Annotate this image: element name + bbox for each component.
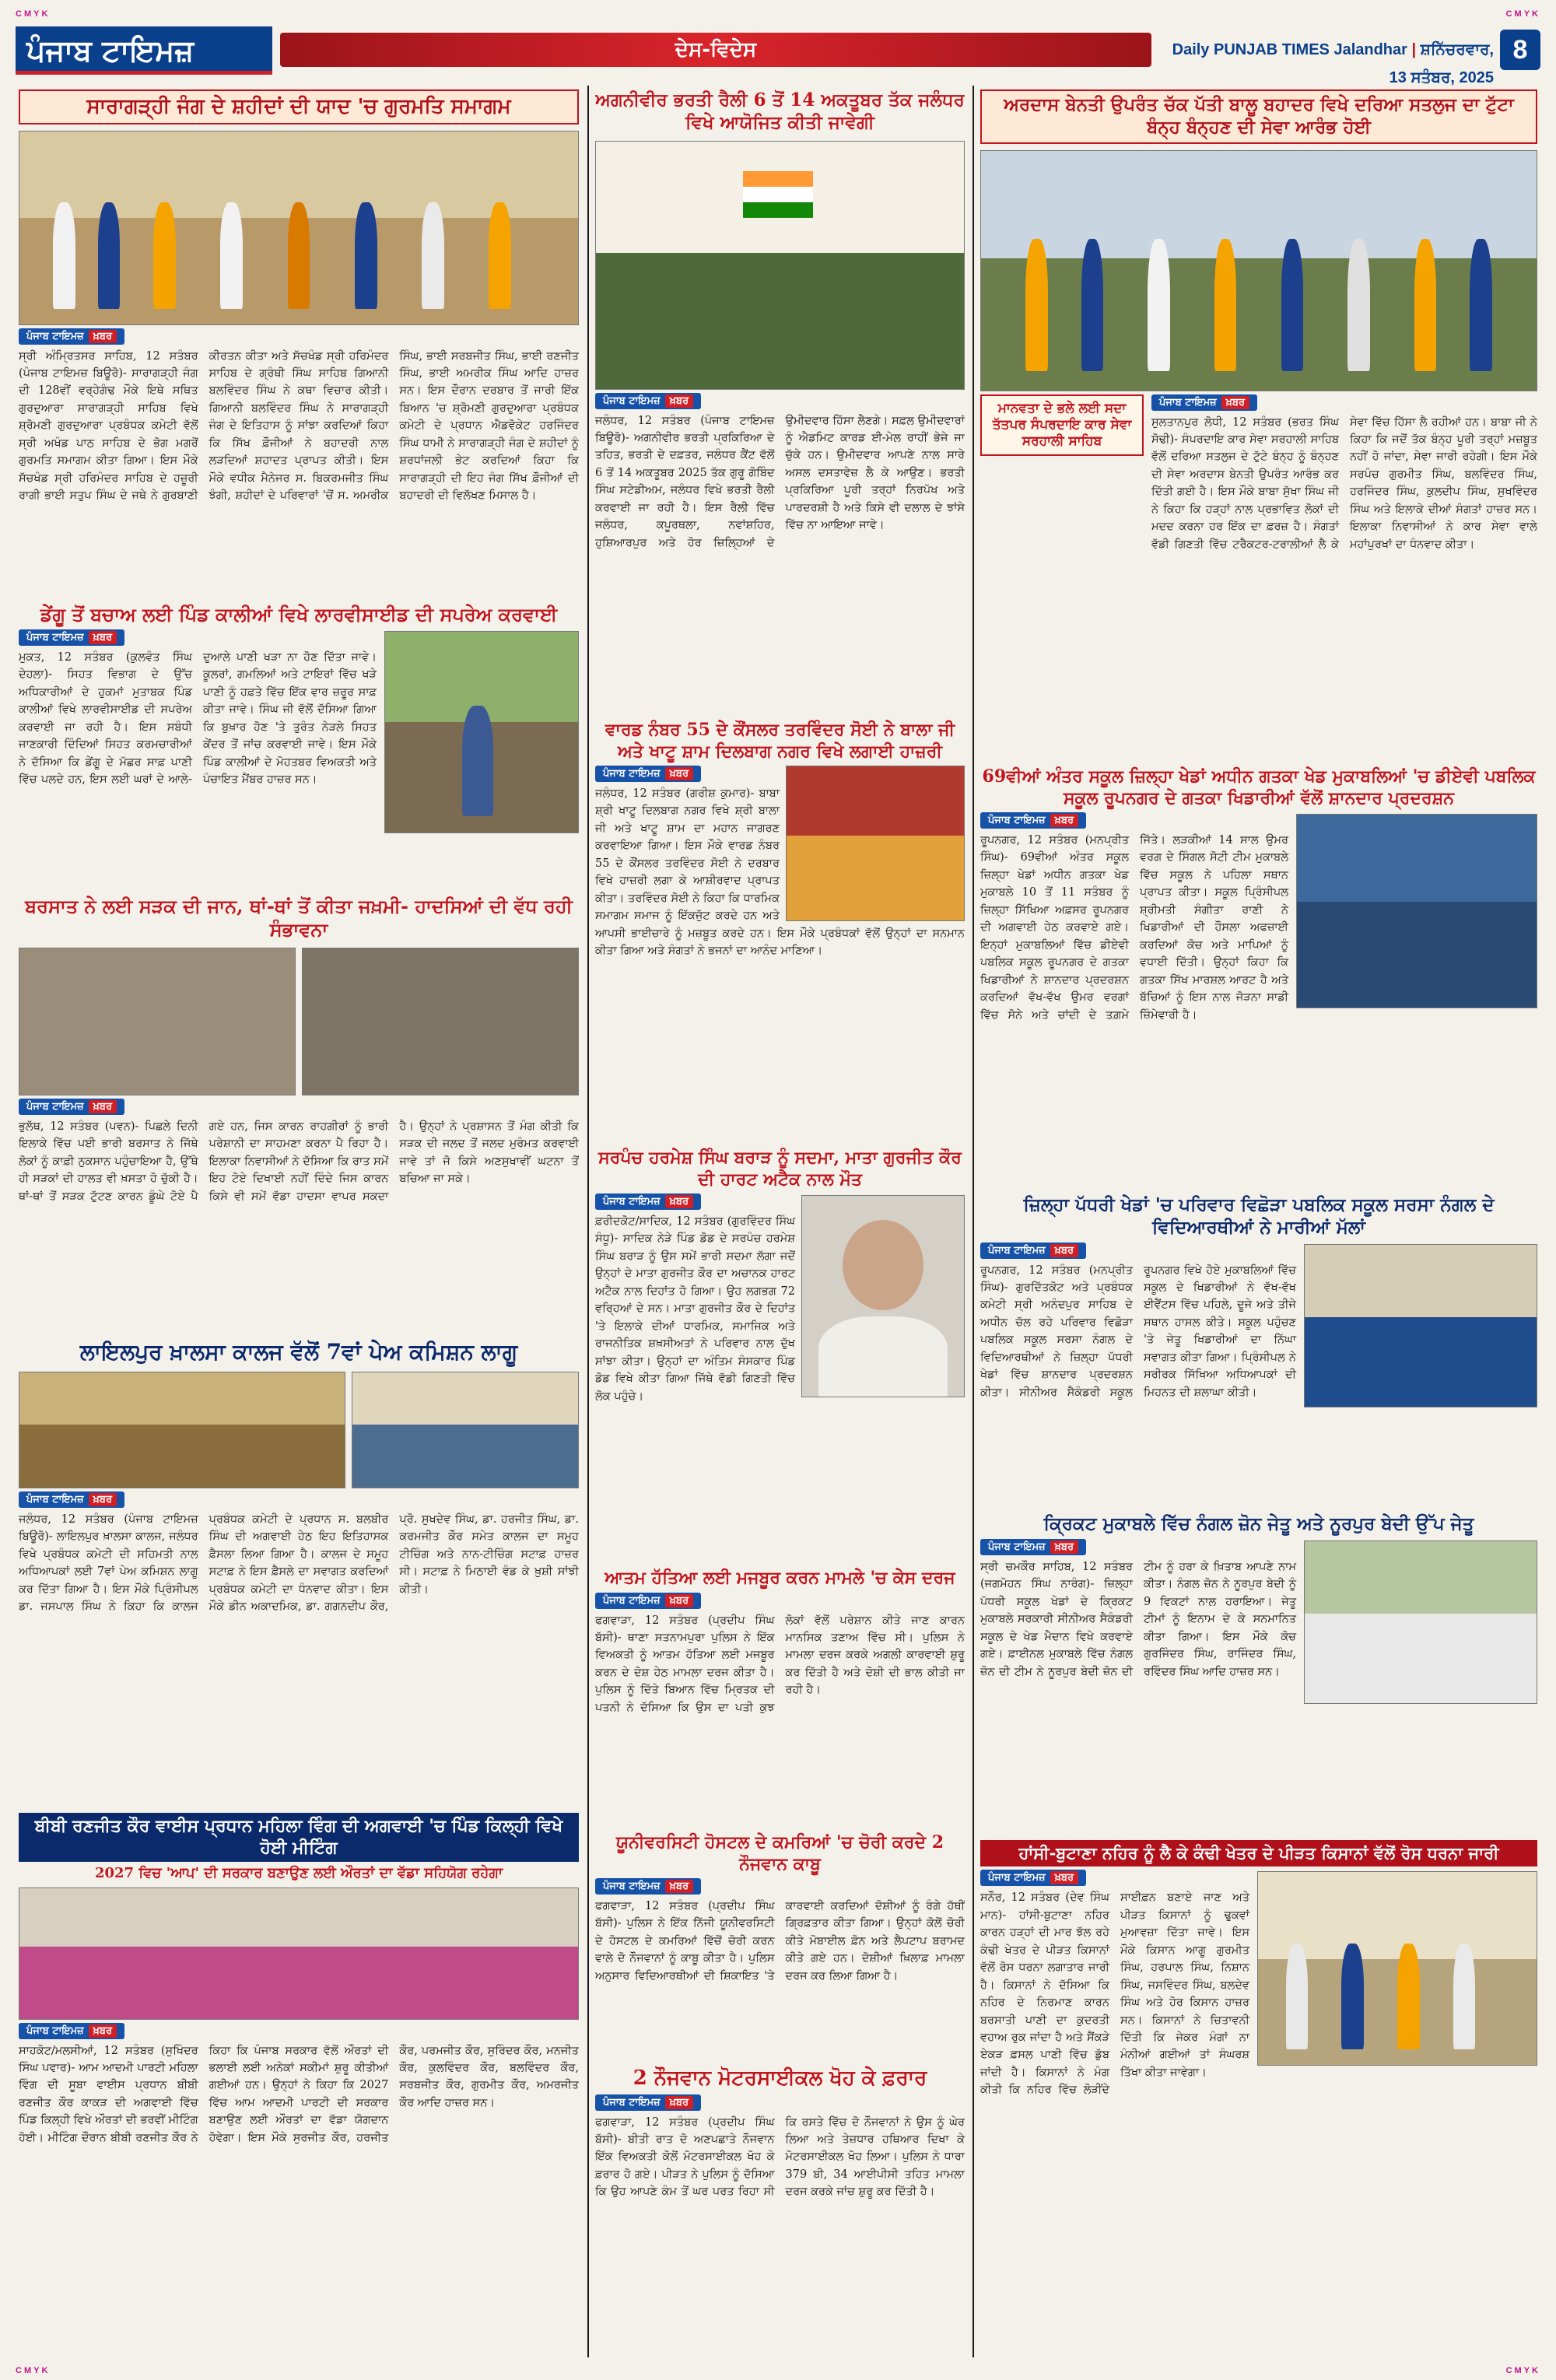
article-body: ਜਲੰਧਰ, 12 ਸਤੰਬਰ (ਗਰੀਸ਼ ਕੁਮਾਰ)- ਬਾਬਾ ਸ਼੍ਰੀ ਖਾਟੂ ਦਿਲਬਾਗ ਨਗਰ ਵਿਖੇ ਸ਼੍ਰੀ ਬਾਲਾ ਜੀ ਅਤੇ ਖਾਟੂ ਸ਼ਾਮ ਦਾ ਮਹਾਨ ਜਾਗਰਣ ਕਰਵਾਇਆ ਗਿਆ। ਇਸ ਮੌਕੇ ਵਾਰਡ ਨੰਬਰ 55 ਦੇ ਕੌਂਸਲਰ ਤਰਵਿੰਦਰ ਸੋਈ ਨੇ ਦਰਬਾਰ ਵਿਖੇ ਹਾਜ਼ਰੀ ਲਗਾ ਕੇ ਆਸ਼ੀਰਵਾਦ ਪ੍ਰਾਪਤ ਕੀਤਾ। ਤਰਵਿੰਦਰ ਸੋਈ ਨੇ ਕਿਹਾ ਕਿ ਧਾਰਮਿਕ ਸਮਾਗਮ ਸਮਾਜ ਨੂੰ ਇੱਕਜੁੱਟ ਕਰਦੇ ਹਨ ਅਤੇ ਆਪਸੀ ਭਾਈਚਾਰੇ ਨੂੰ ਮਜ਼ਬੂਤ ਕਰਦੇ ਹਨ। ਇਸ ਮੌਕੇ ਪ੍ਰਬੰਧਕਾਂ ਵੱਲੋਂ ਉਨ੍ਹਾਂ ਦਾ ਸਨਮਾਨ ਕੀਤਾ ਗਿਆ ਅਤੇ ਸੰਗਤਾਂ ਨੇ ਭਜਨਾਂ ਦਾ ਆਨੰਦ ਮਾਣਿਆ। — [595, 787, 965, 958]
byline-tag: ਪੰਜਾਬ ਟਾਇਮਜ਼ ਖ਼ਬਰ — [980, 1870, 1086, 1886]
issue-date: ਸ਼ਨਿੱਚਰਵਾਰ, 13 ਸਤੰਬਰ, 2025 — [1389, 41, 1494, 86]
article-gatka — [980, 766, 1537, 1186]
article-hostel — [595, 1832, 965, 2058]
photo-women-meeting — [19, 1888, 579, 2020]
article-body: ਸ੍ਰੀ ਚਮਕੌਰ ਸਾਹਿਬ, 12 ਸਤੰਬਰ (ਜਗਮੋਹਨ ਸਿੰਘ ਨਾਰੰਗ)- ਜ਼ਿਲ੍ਹਾ ਪੱਧਰੀ ਸਕੂਲ ਖੇਡਾਂ ਦੇ ਕ੍ਰਿਕਟ ਮੁਕਾਬਲੇ ਸਰਕਾਰੀ ਸੀਨੀਅਰ ਸੈਕੰਡਰੀ ਸਕੂਲ ਦੇ ਖੇਡ ਮੈਦਾਨ ਵਿਖੇ ਕਰਵਾਏ ਗਏ। ਫ਼ਾਈਨਲ ਮੁਕਾਬਲੇ ਵਿੱਚ ਨੰਗਲ ਜ਼ੋਨ ਦੀ ਟੀਮ ਨੇ ਨੂਰਪੁਰ ਬੇਦੀ ਜ਼ੋਨ ਦੀ ਟੀਮ ਨੂੰ ਹਰਾ ਕੇ ਖ਼ਿਤਾਬ ਆਪਣੇ ਨਾਮ ਕੀਤਾ। ਨੰਗਲ ਜ਼ੋਨ ਨੇ ਨੂਰਪੁਰ ਬੇਦੀ ਨੂੰ 9 ਵਿਕਟਾਂ ਨਾਲ ਹਰਾਇਆ। ਜੇਤੂ ਟੀਮਾਂ ਨੂੰ ਇਨਾਮ ਦੇ ਕੇ ਸਨਮਾਨਿਤ ਕੀਤਾ ਗਿਆ। ਇਸ ਮੌਕੇ ਕੋਚ ਗੁਰਜਿੰਦਰ ਸਿੰਘ, ਰਾਜਿੰਦਰ ਸਿੰਘ, ਰਵਿੰਦਰ ਸਿੰਘ ਆਦਿ ਹਾਜ਼ਰ ਸਨ। — [980, 1560, 1296, 1678]
article-hansi — [980, 1840, 1537, 2357]
byline-tag: ਪੰਜਾਬ ਟਾਇਮਜ਼ ਖ਼ਬਰ — [1151, 394, 1257, 411]
photo-road-damage — [19, 948, 296, 1095]
byline-tag: ਪੰਜਾਬ ਟਾਇਮਜ਼ ਖ਼ਬਰ — [19, 629, 124, 646]
photo-saragarhi — [19, 131, 579, 325]
article-body: ਫਗਵਾੜਾ, 12 ਸਤੰਬਰ (ਪ੍ਰਦੀਪ ਸਿੰਘ ਬੱਸੀ)- ਪੁਲਿਸ ਨੇ ਇੱਕ ਨਿੱਜੀ ਯੂਨੀਵਰਸਿਟੀ ਦੇ ਹੋਸਟਲ ਦੇ ਕਮਰਿਆਂ ਵਿੱਚੋਂ ਚੋਰੀ ਕਰਨ ਵਾਲੇ ਦੋ ਨੌਜਵਾਨਾਂ ਨੂੰ ਕਾਬੂ ਕੀਤਾ ਹੈ। ਪੁਲਿਸ ਅਨੁਸਾਰ ਵਿਦਿਆਰਥੀਆਂ ਦੀ ਸ਼ਿਕਾਇਤ 'ਤੇ ਕਾਰਵਾਈ ਕਰਦਿਆਂ ਦੋਸ਼ੀਆਂ ਨੂੰ ਰੰਗੇ ਹੱਥੀਂ ਗ੍ਰਿਫ਼ਤਾਰ ਕੀਤਾ ਗਿਆ। ਉਨ੍ਹਾਂ ਕੋਲੋਂ ਚੋਰੀ ਕੀਤੇ ਮੋਬਾਈਲ ਫ਼ੋਨ ਅਤੇ ਲੈਪਟਾਪ ਬਰਾਮਦ ਕੀਤੇ ਗਏ ਹਨ। ਦੋਸ਼ੀਆਂ ਖ਼ਿਲਾਫ਼ ਮਾਮਲਾ ਦਰਜ ਕਰ ਲਿਆ ਗਿਆ ਹੈ। — [595, 1900, 965, 1982]
byline-tag: ਪੰਜਾਬ ਟਾਇਮਜ਼ ਖ਼ਬਰ — [595, 393, 701, 409]
article-saragarhi — [19, 89, 579, 595]
article-body: ਜਲੰਧਰ, 12 ਸਤੰਬਰ (ਪੰਜਾਬ ਟਾਇਮਜ਼ ਬਿਊਰੋ)- ਅਗਨੀਵੀਰ ਭਰਤੀ ਪ੍ਰਕਿਰਿਆ ਦੇ ਤਹਿਤ, ਭਰਤੀ ਦੇ ਦਫ਼ਤਰ, ਜਲੰਧਰ ਕੈਂਟ ਵੱਲੋਂ 6 ਤੋਂ 14 ਅਕਤੂਬਰ 2025 ਤੱਕ ਗੁਰੂ ਗੋਬਿੰਦ ਸਿੰਘ ਸਟੇਡੀਅਮ, ਜਲੰਧਰ ਵਿਖੇ ਭਰਤੀ ਰੈਲੀ ਕਰਵਾਈ ਜਾ ਰਹੀ ਹੈ। ਇਸ ਰੈਲੀ ਵਿੱਚ ਜਲੰਧਰ, ਕਪੂਰਥਲਾ, ਨਵਾਂਸ਼ਹਿਰ, ਹੁਸ਼ਿਆਰਪੁਰ ਅਤੇ ਹੋਰ ਜ਼ਿਲ੍ਹਿਆਂ ਦੇ ਉਮੀਦਵਾਰ ਹਿੱਸਾ ਲੈਣਗੇ। ਸਫ਼ਲ ਉਮੀਦਵਾਰਾਂ ਨੂੰ ਐਡਮਿਟ ਕਾਰਡ ਈ-ਮੇਲ ਰਾਹੀਂ ਭੇਜੇ ਜਾ ਚੁੱਕੇ ਹਨ। ਉਮੀਦਵਾਰ ਆਪਣੇ ਨਾਲ ਸਾਰੇ ਅਸਲ ਦਸਤਾਵੇਜ਼ ਲੈ ਕੇ ਆਉਣ। ਭਰਤੀ ਪ੍ਰਕਿਰਿਆ ਪੂਰੀ ਤਰ੍ਹਾਂ ਨਿਰਪੱਖ ਅਤੇ ਪਾਰਦਰਸ਼ੀ ਹੈ ਅਤੇ ਕਿਸੇ ਵੀ ਦਲਾਲ ਦੇ ਝਾਂਸੇ ਵਿੱਚ ਨਾ ਆਇਆ ਜਾਵੇ। — [595, 414, 965, 549]
byline-tag: ਪੰਜਾਬ ਟਾਇਮਜ਼ ਖ਼ਬਰ — [595, 2094, 701, 2111]
article-body: ਰੂਪਨਗਰ, 12 ਸਤੰਬਰ (ਮਨਪ੍ਰੀਤ ਸਿੰਘ)- 69ਵੀਆਂ ਅੰਤਰ ਸਕੂਲ ਜ਼ਿਲ੍ਹਾ ਖੇਡਾਂ ਅਧੀਨ ਗਤਕਾ ਖੇਡ ਮੁਕਾਬਲੇ 10 ਤੋਂ 11 ਸਤੰਬਰ ਨੂੰ ਜ਼ਿਲ੍ਹਾ ਸਿੱਖਿਆ ਅਫ਼ਸਰ ਰੂਪਨਗਰ ਦੀ ਅਗਵਾਈ ਹੇਠ ਕਰਵਾਏ ਗਏ। ਇਨ੍ਹਾਂ ਮੁਕਾਬਲਿਆਂ ਵਿੱਚ ਡੀਏਵੀ ਪਬਲਿਕ ਸਕੂਲ ਰੂਪਨਗਰ ਦੇ ਗਤਕਾ ਖਿਡਾਰੀਆਂ ਨੇ ਸ਼ਾਨਦਾਰ ਪ੍ਰਦਰਸ਼ਨ ਕਰਦਿਆਂ ਵੱਖ-ਵੱਖ ਉਮਰ ਵਰਗਾਂ ਵਿੱਚ ਸੋਨੇ ਅਤੇ ਚਾਂਦੀ ਦੇ ਤਗ਼ਮੇ ਜਿੱਤੇ। ਲੜਕੀਆਂ 14 ਸਾਲ ਉਮਰ ਵਰਗ ਦੇ ਸਿੰਗਲ ਸੋਟੀ ਟੀਮ ਮੁਕਾਬਲੇ ਵਿੱਚ ਸਕੂਲ ਨੇ ਪਹਿਲਾ ਸਥਾਨ ਪ੍ਰਾਪਤ ਕੀਤਾ। ਸਕੂਲ ਪ੍ਰਿੰਸੀਪਲ ਸ਼੍ਰੀਮਤੀ ਸੰਗੀਤਾ ਰਾਣੀ ਨੇ ਖਿਡਾਰੀਆਂ ਦੀ ਹੌਸਲਾ ਅਫਜ਼ਾਈ ਕਰਦਿਆਂ ਕੋਚ ਅਤੇ ਮਾਪਿਆਂ ਨੂੰ ਵਧਾਈ ਦਿੱਤੀ। ਉਨ੍ਹਾਂ ਕਿਹਾ ਕਿ ਗਤਕਾ ਸਿੱਖ ਮਾਰਸ਼ਲ ਆਰਟ ਹੈ ਅਤੇ ਬੱਚਿਆਂ ਨੂੰ ਇਸ ਨਾਲ ਜੋੜਨਾ ਸਾਡੀ ਜ਼ਿੰਮੇਵਾਰੀ ਹੈ। — [980, 834, 1288, 1022]
byline-tag: ਪੰਜਾਬ ਟਾਇਮਜ਼ ਖ਼ਬਰ — [980, 1539, 1086, 1555]
article-body: ਰੂਪਨਗਰ, 12 ਸਤੰਬਰ (ਮਨਪ੍ਰੀਤ ਸਿੰਘ)- ਗੁਰਦਿੱਤਕੋਟ ਅਤੇ ਪ੍ਰਬੰਧਕ ਕਮੇਟੀ ਸ੍ਰੀ ਅਨੰਦਪੁਰ ਸਾਹਿਬ ਦੇ ਅਧੀਨ ਚੱਲ ਰਹੇ ਪਰਿਵਾਰ ਵਿਛੋੜਾ ਪਬਲਿਕ ਸਕੂਲ ਸਰਸਾ ਨੰਗਲ ਦੇ ਵਿਦਿਆਰਥੀਆਂ ਨੇ ਜ਼ਿਲ੍ਹਾ ਪੱਧਰੀ ਖੇਡਾਂ ਵਿੱਚ ਸ਼ਾਨਦਾਰ ਪ੍ਰਦਰਸ਼ਨ ਕੀਤਾ। ਸੀਨੀਅਰ ਸੈਕੰਡਰੀ ਸਕੂਲ ਰੂਪਨਗਰ ਵਿਖੇ ਹੋਏ ਮੁਕਾਬਲਿਆਂ ਵਿੱਚ ਸਕੂਲ ਦੇ ਖਿਡਾਰੀਆਂ ਨੇ ਵੱਖ-ਵੱਖ ਈਵੈਂਟਸ ਵਿੱਚ ਪਹਿਲੇ, ਦੂਜੇ ਅਤੇ ਤੀਜੇ ਸਥਾਨ ਹਾਸਲ ਕੀਤੇ। ਸਕੂਲ ਪਹੁੰਚਣ 'ਤੇ ਜੇਤੂ ਖਿਡਾਰੀਆਂ ਦਾ ਨਿੱਘਾ ਸਵਾਗਤ ਕੀਤਾ ਗਿਆ। ਪ੍ਰਿੰਸੀਪਲ ਨੇ ਸਰੀਰਕ ਸਿੱਖਿਆ ਅਧਿਆਪਕਾਂ ਦੀ ਮਿਹਨਤ ਦੀ ਸ਼ਲਾਘਾ ਕੀਤੀ। — [980, 1264, 1296, 1399]
subheadline: 2027 ਵਿਚ 'ਆਪ' ਦੀ ਸਰਕਾਰ ਬਣਾਉਣ ਲਈ ਔਰਤਾਂ ਦਾ ਵੱਡਾ ਸਹਿਯੋਗ ਰਹੇਗਾ — [94, 1865, 503, 1881]
article-sarpanch — [595, 1148, 965, 1560]
photo-school-winners — [1304, 1244, 1537, 1407]
headline: ਕ੍ਰਿਕਟ ਮੁਕਾਬਲੇ ਵਿੱਚ ਨੰਗਲ ਜ਼ੋਨ ਜੇਤੂ ਅਤੇ ਨੂਰਪੁਰ ਬੇਦੀ ਉੱਪ ਜੇਤੂ — [1043, 1513, 1474, 1534]
photo-college-staff — [19, 1372, 345, 1488]
headline: 2 ਨੌਜਵਾਨ ਮੋਟਰਸਾਈਕਲ ਖੋਹ ਕੇ ਫ਼ਰਾਰ — [633, 2066, 927, 2090]
article-body: ਫਗਵਾੜਾ, 12 ਸਤੰਬਰ (ਪ੍ਰਦੀਪ ਸਿੰਘ ਬੱਸੀ)- ਥਾਣਾ ਸਤਨਾਮਪੁਰਾ ਪੁਲਿਸ ਨੇ ਇੱਕ ਵਿਅਕਤੀ ਨੂੰ ਆਤਮ ਹੱਤਿਆ ਲਈ ਮਜਬੂਰ ਕਰਨ ਦੇ ਦੋਸ਼ ਹੇਠ ਮਾਮਲਾ ਦਰਜ ਕੀਤਾ ਹੈ। ਪੁਲਿਸ ਨੂੰ ਦਿੱਤੇ ਬਿਆਨ ਵਿੱਚ ਮ੍ਰਿਤਕ ਦੀ ਪਤਨੀ ਨੇ ਦੱਸਿਆ ਕਿ ਉਸ ਦਾ ਪਤੀ ਕੁਝ ਲੋਕਾਂ ਵੱਲੋਂ ਪਰੇਸ਼ਾਨ ਕੀਤੇ ਜਾਣ ਕਾਰਨ ਮਾਨਸਿਕ ਤਣਾਅ ਵਿੱਚ ਸੀ। ਪੁਲਿਸ ਨੇ ਮਾਮਲਾ ਦਰਜ ਕਰਕੇ ਅਗਲੀ ਕਾਰਵਾਈ ਸ਼ੁਰੂ ਕਰ ਦਿੱਤੀ ਹੈ ਅਤੇ ਦੋਸ਼ੀ ਦੀ ਭਾਲ ਕੀਤੀ ਜਾ ਰਹੀ ਹੈ। — [595, 1614, 965, 1714]
headline: ਬਰਸਾਤ ਨੇ ਲਈ ਸੜਕ ਦੀ ਜਾਨ, ਥਾਂ-ਥਾਂ ਤੋਂ ਕੀਤਾ ਜਖ਼ਮੀ- ਹਾਦਸਿਆਂ ਦੀ ਵੱਧ ਰਹੀ ਸੰਭਾਵਨਾ — [25, 895, 573, 941]
byline-tag: ਪੰਜਾਬ ਟਾਇਮਜ਼ ਖ਼ਬਰ — [595, 766, 701, 782]
article-body: ਮੁਕਤ, 12 ਸਤੰਬਰ (ਕੁਲਵੰਤ ਸਿੰਘ ਦੇਹਲਾ)- ਸਿਹਤ ਵਿਭਾਗ ਦੇ ਉੱਚ ਅਧਿਕਾਰੀਆਂ ਦੇ ਹੁਕਮਾਂ ਮੁਤਾਬਕ ਪਿੰਡ ਕਾਲੀਆਂ ਵਿਖੇ ਲਾਰਵੀਸਾਈਡ ਦੀ ਸਪਰੇਅ ਕਰਵਾਈ ਜਾ ਰਹੀ ਹੈ। ਇਸ ਸਬੰਧੀ ਜਾਣਕਾਰੀ ਦਿੰਦਿਆਂ ਸਿਹਤ ਕਰਮਚਾਰੀਆਂ ਨੇ ਦੱਸਿਆ ਕਿ ਡੇਂਗੂ ਦੇ ਮੱਛਰ ਸਾਫ਼ ਪਾਣੀ ਵਿੱਚ ਪਲਦੇ ਹਨ, ਇਸ ਲਈ ਘਰਾਂ ਦੇ ਆਲੇ-ਦੁਆਲੇ ਪਾਣੀ ਖੜਾ ਨਾ ਹੋਣ ਦਿੱਤਾ ਜਾਵੇ। ਕੂਲਰਾਂ, ਗਮਲਿਆਂ ਅਤੇ ਟਾਇਰਾਂ ਵਿੱਚ ਖੜੇ ਪਾਣੀ ਨੂੰ ਹਫ਼ਤੇ ਵਿੱਚ ਇੱਕ ਵਾਰ ਜ਼ਰੂਰ ਸਾਫ਼ ਕੀਤਾ ਜਾਵੇ। ਸਿੰਘ ਜੀ ਵੱਲੋਂ ਦੱਸਿਆ ਗਿਆ ਕਿ ਬੁਖ਼ਾਰ ਹੋਣ 'ਤੇ ਤੁਰੰਤ ਨੇੜਲੇ ਸਿਹਤ ਕੇਂਦਰ ਤੋਂ ਜਾਂਚ ਕਰਵਾਈ ਜਾਵੇ। ਇਸ ਮੌਕੇ ਪਿੰਡ ਕਾਲੀਆਂ ਦੇ ਮੋਹਤਬਰ ਵਿਅਕਤੀ ਅਤੇ ਪੰਚਾਇਤ ਮੈਂਬਰ ਹਾਜ਼ਰ ਸਨ। — [19, 651, 377, 787]
article-body: ਫ਼ਰੀਦਕੋਟ/ਸਾਦਿਕ, 12 ਸਤੰਬਰ (ਗੁਰਵਿੰਦਰ ਸਿੰਘ ਸੰਧੂ)- ਸਾਦਿਕ ਨੇੜੇ ਪਿੰਡ ਡੋਡ ਦੇ ਸਰਪੰਚ ਹਰਮੇਸ਼ ਸਿੰਘ ਬਰਾੜ ਨੂੰ ਉਸ ਸਮੇਂ ਭਾਰੀ ਸਦਮਾ ਲੱਗਾ ਜਦੋਂ ਉਨ੍ਹਾਂ ਦੇ ਮਾਤਾ ਗੁਰਜੀਤ ਕੌਰ ਦਾ ਅਚਾਨਕ ਹਾਰਟ ਅਟੈਕ ਨਾਲ ਦਿਹਾਂਤ ਹੋ ਗਿਆ। ਉਹ ਲਗਭਗ 72 ਵਰ੍ਹਿਆਂ ਦੇ ਸਨ। ਮਾਤਾ ਗੁਰਜੀਤ ਕੌਰ ਦੇ ਦਿਹਾਂਤ 'ਤੇ ਇਲਾਕੇ ਦੀਆਂ ਧਾਰਮਿਕ, ਸਮਾਜਿਕ ਅਤੇ ਰਾਜਨੀਤਿਕ ਸ਼ਖ਼ਸੀਅਤਾਂ ਨੇ ਪਰਿਵਾਰ ਨਾਲ ਦੁੱਖ ਸਾਂਝਾ ਕੀਤਾ। ਉਨ੍ਹਾਂ ਦਾ ਅੰਤਿਮ ਸੰਸਕਾਰ ਪਿੰਡ ਡੋਡ ਵਿਖੇ ਕੀਤਾ ਗਿਆ ਜਿੱਥੇ ਵੱਡੀ ਗਿਣਤੀ ਵਿੱਚ ਲੋਕ ਪਹੁੰਚੇ। — [595, 1215, 795, 1403]
photo-cricket-team — [1304, 1541, 1537, 1704]
article-ardas — [980, 89, 1537, 759]
headline: ਲਾਇਲਪੁਰ ਖ਼ਾਲਸਾ ਕਾਲਜ ਵੱਲੋਂ 7ਵਾਂ ਪੇਅ ਕਮਿਸ਼ਨ ਲਾਗੂ — [79, 1339, 518, 1365]
headline: ਸਰਪੰਚ ਹਰਮੇਸ਼ ਸਿੰਘ ਬਰਾੜ ਨੂੰ ਸਦਮਾ, ਮਾਤਾ ਗੁਰਜੀਤ ਕੌਰ ਦੀ ਹਾਰਟ ਅਟੈਕ ਨਾਲ ਮੌਤ — [598, 1148, 962, 1190]
headline: ਹਾਂਸੀ-ਬੁਟਾਣਾ ਨਹਿਰ ਨੂੰ ਲੈ ਕੇ ਕੰਢੀ ਖੇਤਰ ਦੇ ਪੀੜਤ ਕਿਸਾਨਾਂ ਵੱਲੋਂ ਰੋਸ ਧਰਨਾ ਜਾਰੀ — [980, 1840, 1537, 1866]
article-body: ਸੁਲਤਾਨਪੁਰ ਲੋਧੀ, 12 ਸਤੰਬਰ (ਭਰਤ ਸਿੰਘ ਸੋਢੀ)- ਸੰਪਰਦਾਇ ਕਾਰ ਸੇਵਾ ਸਰਹਾਲੀ ਸਾਹਿਬ ਵੱਲੋਂ ਦਰਿਆ ਸਤਲੁਜ ਦੇ ਟੁੱਟੇ ਬੰਨ੍ਹ ਨੂੰ ਬੰਨ੍ਹਣ ਦੀ ਸੇਵਾ ਅਰਦਾਸ ਬੇਨਤੀ ਉਪਰੰਤ ਆਰੰਭ ਕਰ ਦਿੱਤੀ ਗਈ ਹੈ। ਇਸ ਮੌਕੇ ਬਾਬਾ ਸੁੱਖਾ ਸਿੰਘ ਜੀ ਨੇ ਕਿਹਾ ਕਿ ਹੜ੍ਹਾਂ ਨਾਲ ਪ੍ਰਭਾਵਿਤ ਲੋਕਾਂ ਦੀ ਮਦਦ ਕਰਨਾ ਹਰ ਇੱਕ ਦਾ ਫ਼ਰਜ਼ ਹੈ। ਸੰਗਤਾਂ ਵੱਡੀ ਗਿਣਤੀ ਵਿੱਚ ਟਰੈਕਟਰ-ਟਰਾਲੀਆਂ ਲੈ ਕੇ ਸੇਵਾ ਵਿੱਚ ਹਿੱਸਾ ਲੈ ਰਹੀਆਂ ਹਨ। ਬਾਬਾ ਜੀ ਨੇ ਕਿਹਾ ਕਿ ਜਦੋਂ ਤੱਕ ਬੰਨ੍ਹ ਪੂਰੀ ਤਰ੍ਹਾਂ ਮਜ਼ਬੂਤ ਨਹੀਂ ਹੋ ਜਾਂਦਾ, ਸੇਵਾ ਜਾਰੀ ਰਹੇਗੀ। ਇਸ ਮੌਕੇ ਸਰਪੰਚ ਗੁਰਮੀਤ ਸਿੰਘ, ਬਲਵਿੰਦਰ ਸਿੰਘ, ਹਰਜਿੰਦਰ ਸਿੰਘ, ਕੁਲਦੀਪ ਸਿੰਘ, ਸੁਖਵਿੰਦਰ ਸਿੰਘ ਅਤੇ ਇਲਾਕੇ ਦੀਆਂ ਸੰਗਤਾਂ ਹਾਜ਼ਰ ਸਨ। ਇਲਾਕਾ ਨਿਵਾਸੀਆਂ ਨੇ ਕਾਰ ਸੇਵਾ ਵਾਲੇ ਮਹਾਂਪੁਰਖਾਂ ਦਾ ਧੰਨਵਾਦ ਕੀਤਾ। — [1151, 415, 1537, 551]
article-dengue — [19, 603, 579, 887]
headline: ਬੀਬੀ ਰਣਜੀਤ ਕੌਰ ਵਾਈਸ ਪ੍ਰਧਾਨ ਮਹਿਲਾ ਵਿੰਗ ਦੀ ਅਗਵਾਈ 'ਚ ਪਿੰਡ ਕਿਲ੍ਹੀ ਵਿਖੇ ਹੋਈ ਮੀਟਿੰਗ — [19, 1813, 579, 1862]
article-cricket — [980, 1513, 1537, 1832]
article-body: ਸਨੌਰ, 12 ਸਤੰਬਰ (ਦੇਵ ਸਿੰਘ ਮਾਨ)- ਹਾਂਸੀ-ਬੁਟਾਣਾ ਨਹਿਰ ਕਾਰਨ ਹੜ੍ਹਾਂ ਦੀ ਮਾਰ ਝੱਲ ਰਹੇ ਕੰਢੀ ਖੇਤਰ ਦੇ ਪੀੜਤ ਕਿਸਾਨਾਂ ਵੱਲੋਂ ਰੋਸ ਧਰਨਾ ਲਗਾਤਾਰ ਜਾਰੀ ਹੈ। ਕਿਸਾਨਾਂ ਨੇ ਦੱਸਿਆ ਕਿ ਨਹਿਰ ਦੇ ਨਿਰਮਾਣ ਕਾਰਨ ਬਰਸਾਤੀ ਪਾਣੀ ਦਾ ਕੁਦਰਤੀ ਵਹਾਅ ਰੁਕ ਜਾਂਦਾ ਹੈ ਅਤੇ ਸੈਂਕੜੇ ਏਕੜ ਫ਼ਸਲ ਪਾਣੀ ਵਿੱਚ ਡੁੱਬ ਜਾਂਦੀ ਹੈ। ਕਿਸਾਨਾਂ ਨੇ ਮੰਗ ਕੀਤੀ ਕਿ ਨਹਿਰ ਵਿੱਚ ਲੋੜੀਂਦੇ ਸਾਈਫ਼ਨ ਬਣਾਏ ਜਾਣ ਅਤੇ ਪੀੜਤ ਕਿਸਾਨਾਂ ਨੂੰ ਢੁਕਵਾਂ ਮੁਆਵਜ਼ਾ ਦਿੱਤਾ ਜਾਵੇ। ਇਸ ਮੌਕੇ ਕਿਸਾਨ ਆਗੂ ਗੁਰਮੀਤ ਸਿੰਘ, ਹਰਪਾਲ ਸਿੰਘ, ਨਿਸ਼ਾਨ ਸਿੰਘ, ਜਸਵਿੰਦਰ ਸਿੰਘ, ਬਲਦੇਵ ਸਿੰਘ ਅਤੇ ਹੋਰ ਕਿਸਾਨ ਹਾਜ਼ਰ ਸਨ। ਕਿਸਾਨਾਂ ਨੇ ਚਿਤਾਵਨੀ ਦਿੱਤੀ ਕਿ ਜੇਕਰ ਮੰਗਾਂ ਨਾ ਮੰਨੀਆਂ ਗਈਆਂ ਤਾਂ ਸੰਘਰਸ਼ ਤਿੱਖਾ ਕੀਤਾ ਜਾਵੇਗਾ। — [980, 1891, 1249, 2097]
article-rain — [19, 895, 579, 1330]
byline-tag: ਪੰਜਾਬ ਟਾਇਮਜ਼ ਖ਼ਬਰ — [19, 1099, 124, 1115]
byline-tag: ਪੰਜਾਬ ਟਾਇਮਜ਼ ਖ਼ਬਰ — [595, 1194, 701, 1210]
article-body: ਸ੍ਰੀ ਅੰਮ੍ਰਿਤਸਰ ਸਾਹਿਬ, 12 ਸਤੰਬਰ (ਪੰਜਾਬ ਟਾਇਮਜ਼ ਬਿਊਰੋ)- ਸਾਰਾਗੜ੍ਹੀ ਜੰਗ ਦੀ 128ਵੀਂ ਵਰ੍ਹੇਗੰਢ ਮੌਕੇ ਇਥੇ ਸਥਿਤ ਗੁਰਦੁਆਰਾ ਸਾਰਾਗੜ੍ਹੀ ਸਾਹਿਬ ਵਿਖੇ ਸ਼੍ਰੋਮਣੀ ਗੁਰਦੁਆਰਾ ਪ੍ਰਬੰਧਕ ਕਮੇਟੀ ਵੱਲੋਂ ਸ੍ਰੀ ਅਖੰਡ ਪਾਠ ਸਾਹਿਬ ਦੇ ਭੋਗ ਮਗਰੋਂ ਗੁਰਮਤਿ ਸਮਾਗਮ ਕੀਤਾ ਗਿਆ। ਇਸ ਮੌਕੇ ਸੱਚਖੰਡ ਸ੍ਰੀ ਹਰਿਮੰਦਰ ਸਾਹਿਬ ਦੇ ਹਜ਼ੂਰੀ ਰਾਗੀ ਭਾਈ ਸਤੁਪ ਸਿੰਘ ਦੇ ਜਥੇ ਨੇ ਗੁਰਬਾਣੀ ਕੀਰਤਨ ਕੀਤਾ ਅਤੇ ਸੱਚਖੰਡ ਸ੍ਰੀ ਹਰਿਮੰਦਰ ਸਾਹਿਬ ਦੇ ਗ੍ਰੰਥੀ ਸਿੰਘ ਸਾਹਿਬ ਗਿਆਨੀ ਬਲਵਿੰਦਰ ਸਿੰਘ ਨੇ ਕਥਾ ਵਿਚਾਰ ਕੀਤੀ। ਗਿਆਨੀ ਬਲਵਿੰਦਰ ਸਿੰਘ ਨੇ ਸਾਰਾਗੜ੍ਹੀ ਜੰਗ ਦੇ ਇਤਿਹਾਸ ਨੂੰ ਸਾਂਝਾ ਕਰਦਿਆਂ ਕਿਹਾ ਕਿ ਸਿੱਖ ਫ਼ੌਜੀਆਂ ਨੇ ਬਹਾਦਰੀ ਨਾਲ ਲੜਦਿਆਂ ਸ਼ਹਾਦਤ ਪ੍ਰਾਪਤ ਕੀਤੀ। ਇਸ ਮੌਕੇ ਵਧੀਕ ਮੈਨੇਜਰ ਸ. ਬਿਕਰਮਜੀਤ ਸਿੰਘ ਝੰਗੀ, ਸ਼ਹੀਦਾਂ ਦੇ ਪਰਿਵਾਰਾਂ 'ਚੋਂ ਸ. ਅਮਰੀਕ ਸਿੰਘ, ਭਾਈ ਸਰਬਜੀਤ ਸਿੰਘ, ਭਾਈ ਰਣਜੀਤ ਸਿੰਘ, ਭਾਈ ਅਮਰੀਕ ਸਿੰਘ ਆਦਿ ਹਾਜ਼ਰ ਸਨ। ਇਸ ਦੌਰਾਨ ਦਰਬਾਰ ਤੋਂ ਜਾਰੀ ਇੱਕ ਬਿਆਨ 'ਚ ਸ਼੍ਰੋਮਣੀ ਗੁਰਦੁਆਰਾ ਪ੍ਰਬੰਧਕ ਕਮੇਟੀ ਦੇ ਪ੍ਰਧਾਨ ਐਡਵੋਕੇਟ ਹਰਜਿੰਦਰ ਸਿੰਘ ਧਾਮੀ ਨੇ ਸਾਰਾਗੜ੍ਹੀ ਜੰਗ ਦੇ ਸ਼ਹੀਦਾਂ ਨੂੰ ਸ਼ਰਧਾਂਜਲੀ ਭੇਟ ਕਰਦਿਆਂ ਕਿਹਾ ਕਿ ਸਾਰਾਗੜ੍ਹੀ ਦੀ ਇਹ ਜੰਗ ਸਿੱਖ ਫ਼ੌਜੀਆਂ ਦੀ ਬਹਾਦਰੀ ਦੀ ਵਿਲੱਖਣ ਮਿਸਾਲ ਹੈ। — [19, 349, 579, 503]
article-body: ਸਾਹਕੋਟ/ਮਲਸੀਆਂ, 12 ਸਤੰਬਰ (ਸੁਖਿੰਦਰ ਸਿੰਘ ਪਵਾਰ)- ਆਮ ਆਦਮੀ ਪਾਰਟੀ ਮਹਿਲਾ ਵਿੰਗ ਦੀ ਸੂਬਾ ਵਾਈਸ ਪ੍ਰਧਾਨ ਬੀਬੀ ਰਣਜੀਤ ਕੌਰ ਕਾਕੜ ਦੀ ਅਗਵਾਈ ਵਿੱਚ ਪਿੰਡ ਕਿਲ੍ਹੀ ਵਿਖੇ ਔਰਤਾਂ ਦੀ ਭਰਵੀਂ ਮੀਟਿੰਗ ਹੋਈ। ਮੀਟਿੰਗ ਦੌਰਾਨ ਬੀਬੀ ਰਣਜੀਤ ਕੌਰ ਨੇ ਕਿਹਾ ਕਿ ਪੰਜਾਬ ਸਰਕਾਰ ਵੱਲੋਂ ਔਰਤਾਂ ਦੀ ਭਲਾਈ ਲਈ ਅਨੇਕਾਂ ਸਕੀਮਾਂ ਸ਼ੁਰੂ ਕੀਤੀਆਂ ਗਈਆਂ ਹਨ। ਉਨ੍ਹਾਂ ਨੇ ਕਿਹਾ ਕਿ 2027 ਵਿੱਚ ਆਮ ਆਦਮੀ ਪਾਰਟੀ ਦੀ ਸਰਕਾਰ ਬਣਾਉਣ ਲਈ ਔਰਤਾਂ ਦਾ ਵੱਡਾ ਯੋਗਦਾਨ ਹੋਵੇਗਾ। ਇਸ ਮੌਕੇ ਸੁਰਜੀਤ ਕੌਰ, ਹਰਜੀਤ ਕੌਰ, ਪਰਮਜੀਤ ਕੌਰ, ਸੁਰਿੰਦਰ ਕੌਰ, ਮਨਜੀਤ ਕੌਰ, ਕੁਲਵਿੰਦਰ ਕੌਰ, ਬਲਵਿੰਦਰ ਕੌਰ, ਸਰਬਜੀਤ ਕੌਰ, ਗੁਰਮੀਤ ਕੌਰ, ਅਮਰਜੀਤ ਕੌਰ ਆਦਿ ਹਾਜ਼ਰ ਸਨ। — [19, 2044, 579, 2144]
headline: ਯੂਨੀਵਰਸਿਟੀ ਹੋਸਟਲ ਦੇ ਕਮਰਿਆਂ 'ਚ ਚੋਰੀ ਕਰਦੇ 2 ਨੌਜਵਾਨ ਕਾਬੂ — [615, 1832, 944, 1874]
headline: ਅਗਨੀਵੀਰ ਭਰਤੀ ਰੈਲੀ 6 ਤੋਂ 14 ਅਕਤੂਬਰ ਤੱਕ ਜਲੰਧਰ ਵਿਖੇ ਆਯੋਜਿਤ ਕੀਤੀ ਜਾਵੇਗੀ — [595, 89, 965, 133]
byline-tag: ਪੰਜਾਬ ਟਾਇਮਜ਼ ਖ਼ਬਰ — [19, 1491, 124, 1508]
article-motorcycle — [595, 2066, 965, 2357]
byline-tag: ਪੰਜਾਬ ਟਾਇਮਜ਼ ਖ਼ਬਰ — [980, 1243, 1086, 1259]
headline: ਜ਼ਿਲ੍ਹਾ ਪੱਧਰੀ ਖੇਡਾਂ 'ਚ ਪਰਿਵਾਰ ਵਿਛੋੜਾ ਪਬਲਿਕ ਸਕੂਲ ਸਰਸਾ ਨੰਗਲ ਦੇ ਵਿਦਿਆਰਥੀਆਂ ਨੇ ਮਾਰੀਆਂ ਮੱਲਾਂ — [1023, 1194, 1495, 1238]
masthead-logo: ਪੰਜਾਬ ਟਾਇਮਜ਼ — [16, 26, 272, 75]
photo-road-damage — [302, 948, 579, 1095]
article-bibi — [19, 1813, 579, 2357]
article-body: ਫਗਵਾੜਾ, 12 ਸਤੰਬਰ (ਪ੍ਰਦੀਪ ਸਿੰਘ ਬੱਸੀ)- ਬੀਤੀ ਰਾਤ ਦੋ ਅਣਪਛਾਤੇ ਨੌਜਵਾਨ ਇੱਕ ਵਿਅਕਤੀ ਕੋਲੋਂ ਮੋਟਰਸਾਈਕਲ ਖੋਹ ਕੇ ਫ਼ਰਾਰ ਹੋ ਗਏ। ਪੀੜਤ ਨੇ ਪੁਲਿਸ ਨੂੰ ਦੱਸਿਆ ਕਿ ਉਹ ਆਪਣੇ ਕੰਮ ਤੋਂ ਘਰ ਪਰਤ ਰਿਹਾ ਸੀ ਕਿ ਰਸਤੇ ਵਿੱਚ ਦੋ ਨੌਜਵਾਨਾਂ ਨੇ ਉਸ ਨੂੰ ਘੇਰ ਲਿਆ ਅਤੇ ਤੇਜ਼ਧਾਰ ਹਥਿਆਰ ਦਿਖਾ ਕੇ ਮੋਟਰਸਾਈਕਲ ਖੋਹ ਲਿਆ। ਪੁਲਿਸ ਨੇ ਧਾਰਾ 379 ਬੀ, 34 ਆਈਪੀਸੀ ਤਹਿਤ ਮਾਮਲਾ ਦਰਜ ਕਰਕੇ ਜਾਂਚ ਸ਼ੁਰੂ ਕਰ ਦਿੱਤੀ ਹੈ। — [595, 2115, 965, 2199]
article-ward55 — [595, 720, 965, 1140]
photo-sangat-sewa — [980, 150, 1537, 391]
article-suicide — [595, 1568, 965, 1824]
photo-portrait — [801, 1195, 965, 1397]
headline: 69ਵੀਆਂ ਅੰਤਰ ਸਕੂਲ ਜ਼ਿਲ੍ਹਾ ਖੇਡਾਂ ਅਧੀਨ ਗਤਕਾ ਖੇਡ ਮੁਕਾਬਲਿਆਂ 'ਚ ਡੀਏਵੀ ਪਬਲਿਕ ਸਕੂਲ ਰੂਪਨਗਰ ਦੇ ਗਤਕਾ ਖਿਡਾਰੀਆਂ ਵੱਲੋਂ ਸ਼ਾਨਦਾਰ ਪ੍ਰਦਰਸ਼ਨ — [982, 766, 1536, 808]
byline-tag: ਪੰਜਾਬ ਟਾਇਮਜ਼ ਖ਼ਬਰ — [595, 1593, 701, 1609]
section-title: ਦੇਸ-ਵਿਦੇਸ — [280, 33, 1151, 67]
photo-temple-visit — [786, 766, 965, 921]
pull-quote: ਮਾਨਵਤਾ ਦੇ ਭਲੇ ਲਈ ਸਦਾ ਤੱਤਪਰ ਸੰਪਰਦਾਇ ਕਾਰ ਸੇਵਾ ਸਰਹਾਲੀ ਸਾਹਿਬ — [980, 394, 1144, 457]
article-agniveer — [595, 89, 965, 712]
headline: ਵਾਰਡ ਨੰਬਰ 55 ਦੇ ਕੌਂਸਲਰ ਤਰਵਿੰਦਰ ਸੋਈ ਨੇ ਬਾਲਾ ਜੀ ਅਤੇ ਖਾਟੂ ਸ਼ਾਮ ਦਿਲਬਾਗ ਨਗਰ ਵਿਖੇ ਲਗਾਈ ਹਾਜ਼ਰੀ — [605, 720, 955, 762]
article-pathari — [980, 1194, 1537, 1505]
cmyk-mark: CMYK — [1505, 9, 1540, 19]
byline-tag: ਪੰਜਾਬ ਟਾਇਮਜ਼ ਖ਼ਬਰ — [595, 1878, 701, 1895]
edition-info: Daily PUNJAB TIMES Jalandhar | ਸ਼ਨਿੱਚਰਵਾਰ, 13 ਸਤੰਬਰ, 2025 — [1172, 41, 1494, 86]
page-number: 8 — [1500, 30, 1540, 70]
photo-farmers-dharna — [1257, 1871, 1537, 2066]
headline: ਅਰਦਾਸ ਬੇਨਤੀ ਉਪਰੰਤ ਚੱਕ ਪੱਤੀ ਬਾਲੂ ਬਹਾਦਰ ਵਿਖੇ ਦਰਿਆ ਸਤਲੁਜ ਦਾ ਟੁੱਟਾ ਬੰਨ੍ਹ ਬੰਨ੍ਹਣ ਦੀ ਸੇਵਾ ਆਰੰਭ ਹੋਈ — [980, 89, 1537, 144]
byline-tag: ਪੰਜਾਬ ਟਾਇਮਜ਼ ਖ਼ਬਰ — [980, 812, 1086, 829]
article-lyallpur — [19, 1338, 579, 1805]
byline-tag: ਪੰਜਾਬ ਟਾਇਮਜ਼ ਖ਼ਬਰ — [19, 2023, 124, 2039]
photo-soldiers-flag — [595, 141, 965, 390]
article-body: ਭੁਲੱਥ, 12 ਸਤੰਬਰ (ਪਵਨ)- ਪਿਛਲੇ ਦਿਨੀ ਇਲਾਕੇ ਵਿੱਚ ਪਈ ਭਾਰੀ ਬਰਸਾਤ ਨੇ ਜਿੱਥੇ ਲੋਕਾਂ ਨੂੰ ਕਾਫ਼ੀ ਨੁਕਸਾਨ ਪਹੁੰਚਾਇਆ ਹੈ, ਉੱਥੇ ਹੀ ਸੜਕਾਂ ਦੀ ਹਾਲਤ ਵੀ ਖ਼ਸਤਾ ਹੋ ਚੁੱਕੀ ਹੈ। ਥਾਂ-ਥਾਂ ਤੋਂ ਸੜਕ ਟੁੱਟਣ ਕਾਰਨ ਡੂੰਘੇ ਟੋਏ ਪੈ ਗਏ ਹਨ, ਜਿਸ ਕਾਰਨ ਰਾਹਗੀਰਾਂ ਨੂੰ ਭਾਰੀ ਪਰੇਸ਼ਾਨੀ ਦਾ ਸਾਹਮਣਾ ਕਰਨਾ ਪੈ ਰਿਹਾ ਹੈ। ਇਲਾਕਾ ਨਿਵਾਸੀਆਂ ਨੇ ਦੱਸਿਆ ਕਿ ਰਾਤ ਸਮੇਂ ਇਹ ਟੋਏ ਦਿਖਾਈ ਨਹੀਂ ਦਿੰਦੇ ਜਿਸ ਕਾਰਨ ਕਿਸੇ ਵੀ ਸਮੇਂ ਵੱਡਾ ਹਾਦਸਾ ਵਾਪਰ ਸਕਦਾ ਹੈ। ਉਨ੍ਹਾਂ ਨੇ ਪ੍ਰਸ਼ਾਸਨ ਤੋਂ ਮੰਗ ਕੀਤੀ ਕਿ ਸੜਕ ਦੀ ਜਲਦ ਤੋਂ ਜਲਦ ਮੁਰੰਮਤ ਕਰਵਾਈ ਜਾਵੇ ਤਾਂ ਜੋ ਕਿਸੇ ਅਣਸੁਖਾਵੀਂ ਘਟਨਾ ਤੋਂ ਬਚਿਆ ਜਾ ਸਕੇ। — [19, 1120, 579, 1203]
photo-dengue — [384, 631, 579, 833]
headline: ਡੇਂਗੂ ਤੋਂ ਬਚਾਅ ਲਈ ਪਿੰਡ ਕਾਲੀਆਂ ਵਿਖੇ ਲਾਰਵੀਸਾਈਡ ਦੀ ਸਪਰੇਅ ਕਰਵਾਈ — [40, 603, 558, 626]
cmyk-mark: CMYK — [16, 9, 51, 19]
byline-tag: ਪੰਜਾਬ ਟਾਇਮਜ਼ ਖ਼ਬਰ — [19, 328, 124, 345]
photo-gatka-players — [1296, 814, 1537, 1008]
cmyk-mark: CMYK — [1505, 2366, 1540, 2375]
edition-name: Daily PUNJAB TIMES Jalandhar — [1172, 41, 1407, 58]
cmyk-mark: CMYK — [16, 2366, 51, 2375]
page-header — [16, 26, 1540, 86]
photo-college-staff — [352, 1372, 579, 1488]
headline: ਸਾਰਾਗੜ੍ਹੀ ਜੰਗ ਦੇ ਸ਼ਹੀਦਾਂ ਦੀ ਯਾਦ 'ਚ ਗੁਰਮਤਿ ਸਮਾਗਮ — [19, 89, 579, 124]
headline: ਆਤਮ ਹੱਤਿਆ ਲਈ ਮਜਬੂਰ ਕਰਨ ਮਾਮਲੇ 'ਚ ਕੇਸ ਦਰਜ — [605, 1568, 955, 1588]
article-body: ਜਲੰਧਰ, 12 ਸਤੰਬਰ (ਪੰਜਾਬ ਟਾਇਮਜ਼ ਬਿਊਰੋ)- ਲਾਇਲਪੁਰ ਖ਼ਾਲਸਾ ਕਾਲਜ, ਜਲੰਧਰ ਵਿਖੇ ਪ੍ਰਬੰਧਕ ਕਮੇਟੀ ਦੀ ਸਹਿਮਤੀ ਨਾਲ ਅਧਿਆਪਕਾਂ ਲਈ 7ਵਾਂ ਪੇਅ ਕਮਿਸ਼ਨ ਲਾਗੂ ਕਰ ਦਿੱਤਾ ਗਿਆ ਹੈ। ਇਸ ਮੌਕੇ ਪ੍ਰਿੰਸੀਪਲ ਡਾ. ਜਸਪਾਲ ਸਿੰਘ ਨੇ ਕਿਹਾ ਕਿ ਕਾਲਜ ਪ੍ਰਬੰਧਕ ਕਮੇਟੀ ਦੇ ਪ੍ਰਧਾਨ ਸ. ਬਲਬੀਰ ਸਿੰਘ ਦੀ ਅਗਵਾਈ ਹੇਠ ਇਹ ਇਤਿਹਾਸਕ ਫ਼ੈਸਲਾ ਲਿਆ ਗਿਆ ਹੈ। ਕਾਲਜ ਦੇ ਸਮੂਹ ਸਟਾਫ਼ ਨੇ ਇਸ ਫ਼ੈਸਲੇ ਦਾ ਸਵਾਗਤ ਕਰਦਿਆਂ ਪ੍ਰਬੰਧਕ ਕਮੇਟੀ ਦਾ ਧੰਨਵਾਦ ਕੀਤਾ। ਇਸ ਮੌਕੇ ਡੀਨ ਅਕਾਦਮਿਕ, ਡਾ. ਗਗਨਦੀਪ ਕੌਰ, ਪ੍ਰੋ. ਸੁਖਦੇਵ ਸਿੰਘ, ਡਾ. ਹਰਜੀਤ ਸਿੰਘ, ਡਾ. ਕਰਮਜੀਤ ਕੌਰ ਸਮੇਤ ਕਾਲਜ ਦਾ ਸਮੂਹ ਟੀਚਿੰਗ ਅਤੇ ਨਾਨ-ਟੀਚਿੰਗ ਸਟਾਫ਼ ਹਾਜ਼ਰ ਸੀ। ਸਟਾਫ਼ ਨੇ ਮਿਠਾਈ ਵੰਡ ਕੇ ਖ਼ੁਸ਼ੀ ਸਾਂਝੀ ਕੀਤੀ। — [19, 1513, 579, 1614]
